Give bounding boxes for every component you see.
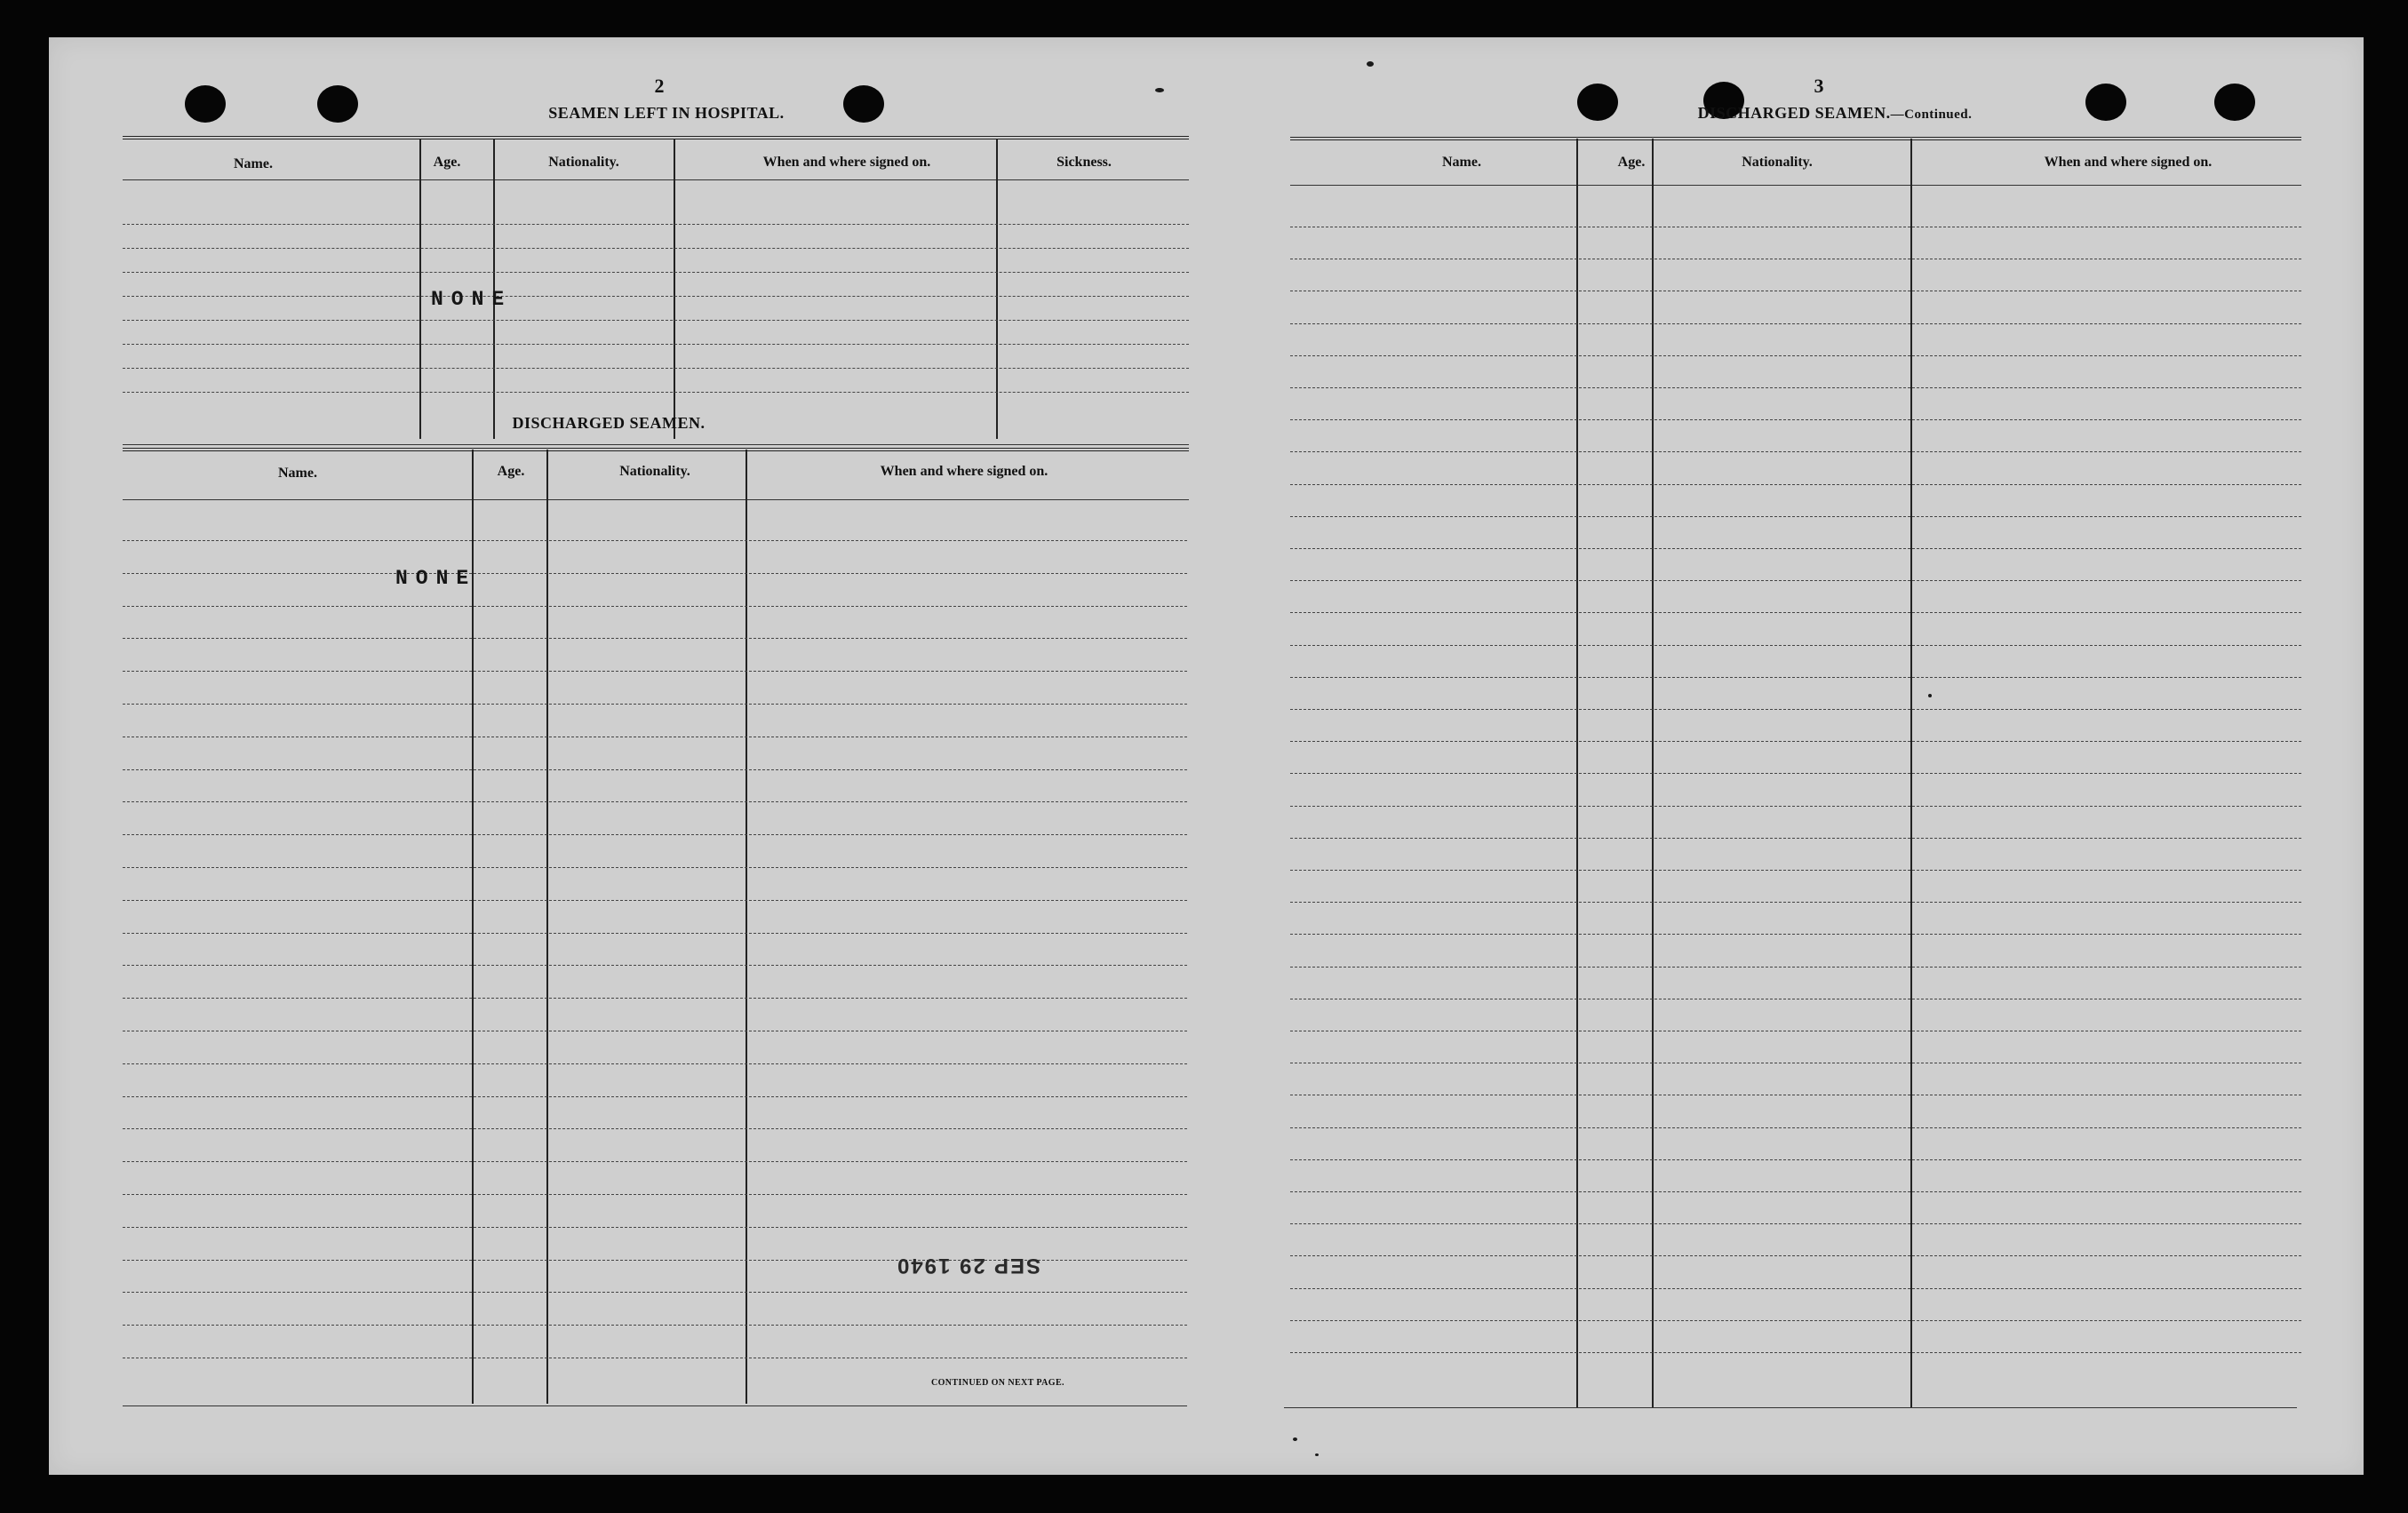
- ink-speck: [1155, 88, 1164, 92]
- page-number-left: 2: [654, 75, 665, 97]
- ruled-line: [1290, 677, 2301, 678]
- ink-speck: [1315, 1453, 1319, 1456]
- punch-hole: [185, 85, 226, 123]
- ruled-line: [123, 224, 1189, 225]
- ruled-line: [123, 769, 1187, 770]
- discharged-col-divider: [472, 450, 474, 1404]
- ruled-line: [123, 248, 1189, 249]
- ruled-line: [123, 1063, 1187, 1064]
- ruled-line: [1290, 838, 2301, 839]
- ruled-line: [123, 867, 1187, 868]
- punch-hole: [2214, 84, 2255, 121]
- ruled-line: [123, 296, 1189, 297]
- ruled-line: [1290, 1320, 2301, 1321]
- paper-sheet: [49, 37, 2364, 1475]
- right-col-age-header: Age.: [1617, 155, 1646, 170]
- right-table-bottom-rule: [1284, 1407, 2297, 1408]
- ruled-line: [123, 801, 1187, 802]
- hospital-header-rule: [123, 179, 1189, 180]
- ruled-line: [1290, 548, 2301, 549]
- discharged-col-age-header: Age.: [497, 464, 525, 479]
- hospital-none-entry: NONE: [431, 288, 513, 311]
- ruled-line: [1290, 516, 2301, 517]
- ruled-line: [1290, 967, 2301, 968]
- ruled-line: [1290, 1223, 2301, 1224]
- ruled-line: [123, 671, 1187, 672]
- ruled-line: [123, 998, 1187, 999]
- punch-hole: [317, 85, 358, 123]
- hospital-col-divider: [419, 139, 421, 439]
- punch-hole: [2085, 84, 2126, 121]
- ruled-line: [123, 1096, 1187, 1097]
- hospital-col-nationality-header: Nationality.: [548, 155, 619, 170]
- hospital-table-top-rule: [123, 136, 1189, 139]
- ink-speck: [1293, 1437, 1297, 1441]
- ruled-line: [123, 834, 1187, 835]
- ruled-line: [1290, 1352, 2301, 1353]
- date-stamp: SEP 29 1940: [896, 1254, 1041, 1278]
- discharged-table-top-rule: [123, 448, 1189, 451]
- ruled-line: [1290, 773, 2301, 774]
- hospital-col-divider: [674, 139, 675, 439]
- ruled-line: [123, 606, 1187, 607]
- ruled-line: [1290, 451, 2301, 452]
- hospital-col-divider: [996, 139, 998, 439]
- right-table-top-rule: [1290, 137, 2301, 140]
- right-title-suffix: —Continued.: [1890, 108, 1973, 122]
- ruled-line: [123, 540, 1187, 541]
- page-number-right: 3: [1814, 75, 1824, 97]
- ruled-line: [123, 1227, 1187, 1228]
- right-col-signed-header: When and where signed on.: [2044, 155, 2213, 170]
- ruled-line: [123, 392, 1189, 393]
- discharged-col-signed-header: When and where signed on.: [880, 464, 1049, 479]
- right-col-nationality-header: Nationality.: [1742, 155, 1813, 170]
- hospital-col-sickness-header: Sickness.: [1056, 155, 1112, 170]
- ruled-line: [1290, 709, 2301, 710]
- ruled-line: [1290, 1159, 2301, 1160]
- right-header-rule: [1290, 185, 2301, 186]
- discharged-col-nationality-header: Nationality.: [619, 464, 690, 479]
- ruled-line: [1290, 323, 2301, 324]
- ruled-line: [1290, 806, 2301, 807]
- ruled-line: [1290, 902, 2301, 903]
- ruled-line: [123, 1292, 1187, 1293]
- ruled-line: [123, 1161, 1187, 1162]
- ruled-line: [1290, 934, 2301, 935]
- hospital-col-name-header: Name.: [234, 156, 273, 171]
- hospital-col-signed-header: When and where signed on.: [762, 155, 931, 170]
- ruled-line: [123, 320, 1189, 321]
- ruled-line: [1290, 1127, 2301, 1128]
- ink-speck: [1928, 694, 1932, 697]
- ruled-line: [1290, 484, 2301, 485]
- discharged-col-name-header: Name.: [278, 466, 317, 481]
- ruled-line: [1290, 870, 2301, 871]
- ruled-line: [123, 368, 1189, 369]
- right-section-title: [1631, 104, 2039, 123]
- ruled-line: [123, 1128, 1187, 1129]
- ruled-line: [123, 704, 1187, 705]
- hospital-col-age-header: Age.: [433, 155, 461, 170]
- ruled-line: [1290, 419, 2301, 420]
- discharged-none-entry: NONE: [395, 567, 477, 590]
- ruled-line: [1290, 355, 2301, 356]
- ruled-line: [1290, 1255, 2301, 1256]
- ruled-line: [1290, 1288, 2301, 1289]
- ruled-line: [123, 965, 1187, 966]
- hospital-section-title: SEAMEN LEFT IN HOSPITAL.: [548, 104, 785, 122]
- punch-hole: [1577, 84, 1618, 121]
- hospital-table-bottom-rule: [123, 444, 1189, 445]
- ruled-line: [1290, 741, 2301, 742]
- discharged-header-rule: [123, 499, 1189, 500]
- ruled-line: [1290, 387, 2301, 388]
- ruled-line: [123, 573, 1187, 574]
- right-title-main: DISCHARGED SEAMEN.: [1697, 104, 1891, 122]
- ruled-line: [1290, 580, 2301, 581]
- ruled-line: [123, 638, 1187, 639]
- ruled-line: [123, 344, 1189, 345]
- ruled-line: [123, 900, 1187, 901]
- continued-footer-note: CONTINUED ON NEXT PAGE.: [931, 1378, 1064, 1388]
- discharged-col-divider: [746, 450, 747, 1404]
- discharged-col-divider: [546, 450, 548, 1404]
- ruled-line: [123, 272, 1189, 273]
- discharged-section-title: DISCHARGED SEAMEN.: [512, 414, 706, 432]
- ruled-line: [123, 1194, 1187, 1195]
- ink-speck: [1367, 61, 1374, 67]
- ruled-line: [123, 933, 1187, 934]
- right-col-name-header: Name.: [1442, 155, 1481, 170]
- ruled-line: [1290, 1191, 2301, 1192]
- ruled-line: [1290, 645, 2301, 646]
- ruled-line: [123, 1325, 1187, 1326]
- discharged-table-bottom-rule: [123, 1405, 1187, 1406]
- ruled-line: [1290, 612, 2301, 613]
